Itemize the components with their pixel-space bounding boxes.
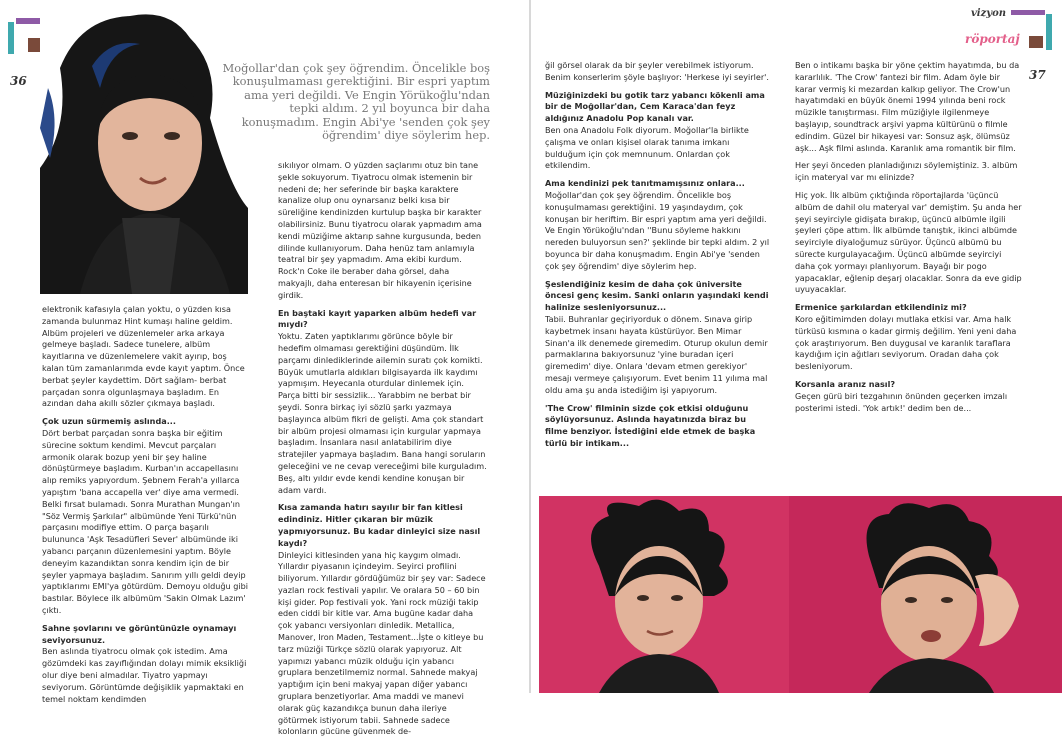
brand-logo-right-roportaj bbox=[965, 32, 1020, 46]
question: 'The Crow' filminin sizde çok etkisi olduğunu söylüyorsunuz. Aslında hayatınızda biraz bu filme benziyor. İstediğini elde etmek de başka türlü bir intikam... bbox=[545, 402, 756, 448]
page-number-left: 36 bbox=[10, 74, 27, 88]
brand-roportaj: röportaj bbox=[965, 32, 1020, 46]
question: Şeslendiğiniz kesim de daha çok üniversite öncesi genç kesim. Sanki onların yaşındaki kendi halinize sesleniyorsunuz... bbox=[545, 278, 769, 313]
page-number-right: 37 bbox=[1029, 68, 1046, 82]
paragraph: Hiç yok. İlk albüm çıktığında röportajlarda 'üçüncü albüm de dahil olu materyal var' demiştim. Şu anda her şeyi seyirciyle gidişata bırakıp, üçüncü albümle ilgili şeyleri çöpe attım. İlk albümde tanıştık, ikinci albümde seyirciyle diyaloğumuz sürüyor. Üçüncü albümü bu sürecte kurgulayacağım. Üçüncü albümde seyirciyi daha çok yormayı planlıyorum. Bayağı bir pogo yapacaklar, eğlenip deşarj olacaklar. Sonra da eve gidip uyuyacaklar. bbox=[795, 189, 1022, 295]
brand-bar-teal-right bbox=[1046, 14, 1052, 50]
question: Müziğinizdeki bu gotik tarz yabancı kökenli ama bir de Moğollar'dan, Cem Karaca'dan feyz aldığınız Anadolu Pop kanalı var. bbox=[545, 89, 765, 124]
brand-bar-brown-right bbox=[1029, 36, 1043, 48]
pull-quote-line: öğrendim' diye söylerim hep. bbox=[322, 128, 490, 143]
right-page bbox=[531, 0, 1062, 693]
pull-quote bbox=[214, 62, 490, 142]
question: Ama kendinizi pek tanıtmamışsınız onlara... bbox=[545, 178, 745, 189]
paragraph: Dört berbat parçadan sonra başka bir eğitim sürecine soktum kendimi. Mevcut parçaları armonik olarak bozup yeni bir şey haline dönüştürmeye başladım. Kurban'ın accapellasını alıp remiks yapıyordum. Şebnem Ferah'a yıllarca yapıştım 'bana accapella ver' diye ama vermedi. Belki fırsat bulamadı. Sonra Murathan Mungan'ın "Söz Vermiş Şarkılar" albümünde Yeni Türkü'nün parçasını modifiye ettim. O parça başarılı bulununca 'Aşk Tesadüfleri Sever' albümünde iki yabancı parçanın düzenlemesini yaptım. Böyle deneyim kazandıktan sonra kendim için de bir şeyler yapmaya başladım. Sanırım yıllı geldi deyip yaptıklarımı EMI'ya götürdüm. Demoyu olduğu gibi bastılar. Böylece ilk albümüm 'Sakin Olmak Lazım' çıktı. bbox=[42, 427, 249, 615]
pull-quote-line: konuşulmaması gerektiğini. Bir espri yaptım bbox=[232, 74, 490, 89]
brand-bar-teal bbox=[8, 22, 14, 54]
text-column-2 bbox=[278, 160, 488, 744]
text-column-4 bbox=[795, 60, 1023, 420]
bottom-photo-strip bbox=[539, 496, 1062, 693]
brand-logo-right bbox=[971, 8, 1006, 19]
brand-bar-purple-right bbox=[1011, 10, 1045, 15]
question: Ermenice şarkılardan etkilendiniz mi? bbox=[795, 302, 967, 313]
paragraph: Ben aslında tiyatrocu olmak çok istedim. Ama gözümdeki kas zayıflığından dolayı mimik eksikliği olur diye beni almadılar. Tiyatro yapmayı seviyorum. Görüntümde değişiklik yapmaktaki en temel noktam kendimden bbox=[42, 646, 247, 704]
pull-quote-line: Moğollar'dan çok şey öğrendim. Öncelikle boş bbox=[222, 61, 490, 75]
paragraph: Koro eğitimimden dolayı mutlaka etkisi var. Ama halk türküsü kısmına o kadar girmiş değilim. Yeni yeni daha çok araştırıyorum. Ben duygusal ve karanlık taraflara kaydığım için ağıtları seviyorum. Oradan daha çok besleniyorum. bbox=[795, 313, 1017, 372]
question: En baştaki kayıt yaparken albüm hedefi var mıydı? bbox=[278, 307, 477, 330]
left-page bbox=[0, 0, 529, 737]
paragraph: Moğollar'dan çok şey öğrendim. Öncelikle boş konuşulmaması gerektiğini. 19 yaşındaydım, çok konuşan bir heriftim. Bir espri yaptım ama yeri değildi. Ve Engin Yörükoğlu'ndan ''Bunu söyleme hakkını nereden buluyorsun sen?' şeklinde bir tepki aldım. 2 yıl boyunca bir daha konuşmadım. Engin Abi'ye 'senden çok şey öğrendim' diye söylerim hep. bbox=[545, 189, 770, 271]
paragraph: sıkılıyor olmam. O yüzden saçlarımı otuz bin tane şekle sokuyorum. Tiyatrocu olmak istemenin bir nedeni de; her seferinde bir başka karaktere kanalize olup onu oynarsanız belki kısa bir süreliğine kendinizden kurtulup başka bir karakter olabilirsiniz. Bunu tiyatrocu olarak yapmadım ama kendi müziğime aktarıp sahne kurgusunda, beden dilinde kullanıyorum. Daha henüz tam anlamıyla teatral bir şey yapmadım. Ama ekibi kurdum. Rock'n Coke ile beraber daha görsel, daha makyajlı, daha enteresan bir hikayenin içerisine girdik. bbox=[278, 160, 482, 300]
paragraph: ğil görsel olarak da bir şeyler verebilmek istiyorum. Benim konserlerim şöyle başlıyor: 'Herkese iyi seyirler'. bbox=[545, 60, 769, 82]
portrait-photo bbox=[40, 8, 248, 294]
question: Korsanla aranız nasıl? bbox=[795, 378, 896, 389]
text-column-3 bbox=[545, 60, 771, 450]
text-column-1 bbox=[42, 304, 250, 711]
paragraph: elektronik kafasıyla çalan yoktu, o yüzden kısa zamanda bulunmaz Hint kumaşı haline geldim. Albüm projeleri ve düzenlemeler arka arkaya gelmeye başladı. Sadece tunelere, albüm kayıtlarına ve düzenlemelere vakit ayırıp, boş kalan tüm zamanlarımda evde kayıt yaptım. Önce berbat şeyler kaydettim. Dört sağlam- berbat parçadan sonra olgunlaşmaya başladım. En azından daha akıllı sözler çıkmaya başladı. bbox=[42, 304, 245, 409]
paragraph: Yoktu. Zaten yaptıklarımı görünce böyle bir hedefim olmaması gerektiğini düşündüm. İlk parçamı dinlediklerinde ailemin suratı çok komikti. Büyük umutlarla aldıkları bilgisayarda ilk kaydımı yapmışım. Heyecanla oturdular dinlemek için. Parça bitti bir sessizlik... Yarabbim ne berbat bir şeydi. Sonra birkaç iyi sözlü şarkı yazmaya başlayınca albüm fikri de gelişti. Ama çok standart bir albüm projesi olmaması için kurgular yapmaya başladım. İnsanlara nasıl anlatabilirim diye stratejiler yapmaya başladım. Bana hangi soruların geleceğini ve ne cevap vereceğimi bile kurguladım. Beş, altı yıldır evde kendi kendine konuşan bir adam vardı. bbox=[278, 331, 487, 495]
paragraph: Ben o intikamı başka bir yöne çektim hayatımda, bu da kararlılık. 'The Crow' fantezi bir film. Adam öyle bir karar vermiş ki mezardan kalkıp geliyor. The Crow'un hayatımdaki en büyük önemi 1994 yılında beni rock müzikle tanıştırması. Film müziğiyle ilgilenmeye başlayıp, soundtrack arşivi yapma kültürünü o filmle edindim. Güzel bir hikayesi var: Sonsuz aşk, ölümsüz aşk... Aşk filmi aslında. Karanlık ama romantik bir film. bbox=[795, 60, 1020, 153]
paragraph: Ben ona Anadolu Folk diyorum. Moğollar'la birlikte çalışma ve onları kişisel olarak tanıma imkanı bulduğum için çok memnunum. Onlardan çok etkilendim. bbox=[545, 124, 749, 171]
paragraph: Dinleyici kitlesinden yana hiç kaygım olmadı. Yıllardır piyasanın içindeyim. Seyirci profilini biliyorum. Yıllardır gördüğümüz bir şey var: Sadece yazları rock festivali yapılır. Ve oralara 50 – 60 bin kişi gider. Pop festivali yok. Yani rock müziği takip eden ciddi bir kitle var. Ama bugüne kadar daha çok yabancı versiyonları dinledik. Metallica, Manover, Iron Maden, Testament...İşte o kitleye bu tarz müziği Türkçe sözlü olarak yapıyoruz. Alt yapımızı yabancı müzik olduğu için yabancı gruplara benzetilmemiz normal. Sahnede makyaj yaptığım için beni makyaj yapan diğer yabancı gruplara benzetiyorlar. Ama maddi ve manevi olarak güç kazandıkça bunun daha ileriye götürmek istiyorum tabii. Sahnede sadece kolonların gücüne güvenmek de- bbox=[278, 549, 486, 737]
question: Çok uzun sürmemiş aslında... bbox=[42, 416, 176, 427]
question: Kısa zamanda hatırı sayılır bir fan kitlesi edindiniz. Hitler çıkaran bir müzik yapmıyorsunuz. Bu kadar dinleyici size nasıl kaydı? bbox=[278, 502, 481, 548]
pull-quote-line: tepki aldım. 2 yıl boyunca bir daha bbox=[289, 101, 490, 116]
pull-quote-line: ama yeri değildi. Ve Engin Yörükoğlu'ndan bbox=[244, 87, 490, 102]
question: Sahne şovlarını ve görüntünüzle oynamayı seviyorsunuz. bbox=[42, 622, 237, 645]
paragraph: Geçen gürü biri tezgahının önünden geçerken imzalı posterimi istedi. 'Yok artık!' dedim ben de... bbox=[795, 390, 1008, 413]
paragraph: Tabii. Buhranlar geçiriyorduk o dönem. Sınava girip kaybetmek insanı hayata küstürüyor. Ben Mimar Sinan'a ilk denemede giremedim. Oturup okulun demir parmaklarına bakıyorsunuz 'yine buradan içeri giremedim' diye. Onlara 'devam etmen gerekiyor' mesajı vermeye çalışıyorum. Evet benim 11 yılıma mal oldu ama şu anda istediğim işi yapıyorum. bbox=[545, 313, 768, 395]
brand-vizyon: vizyon bbox=[971, 8, 1007, 19]
pull-quote-line: konuşmadım. Engin Abi'ye 'senden çok şey bbox=[241, 114, 490, 129]
paragraph: Her şeyi önceden planladığınızı söylemiştiniz. 3. albüm için materyal var mı elinizde? bbox=[795, 160, 1018, 183]
